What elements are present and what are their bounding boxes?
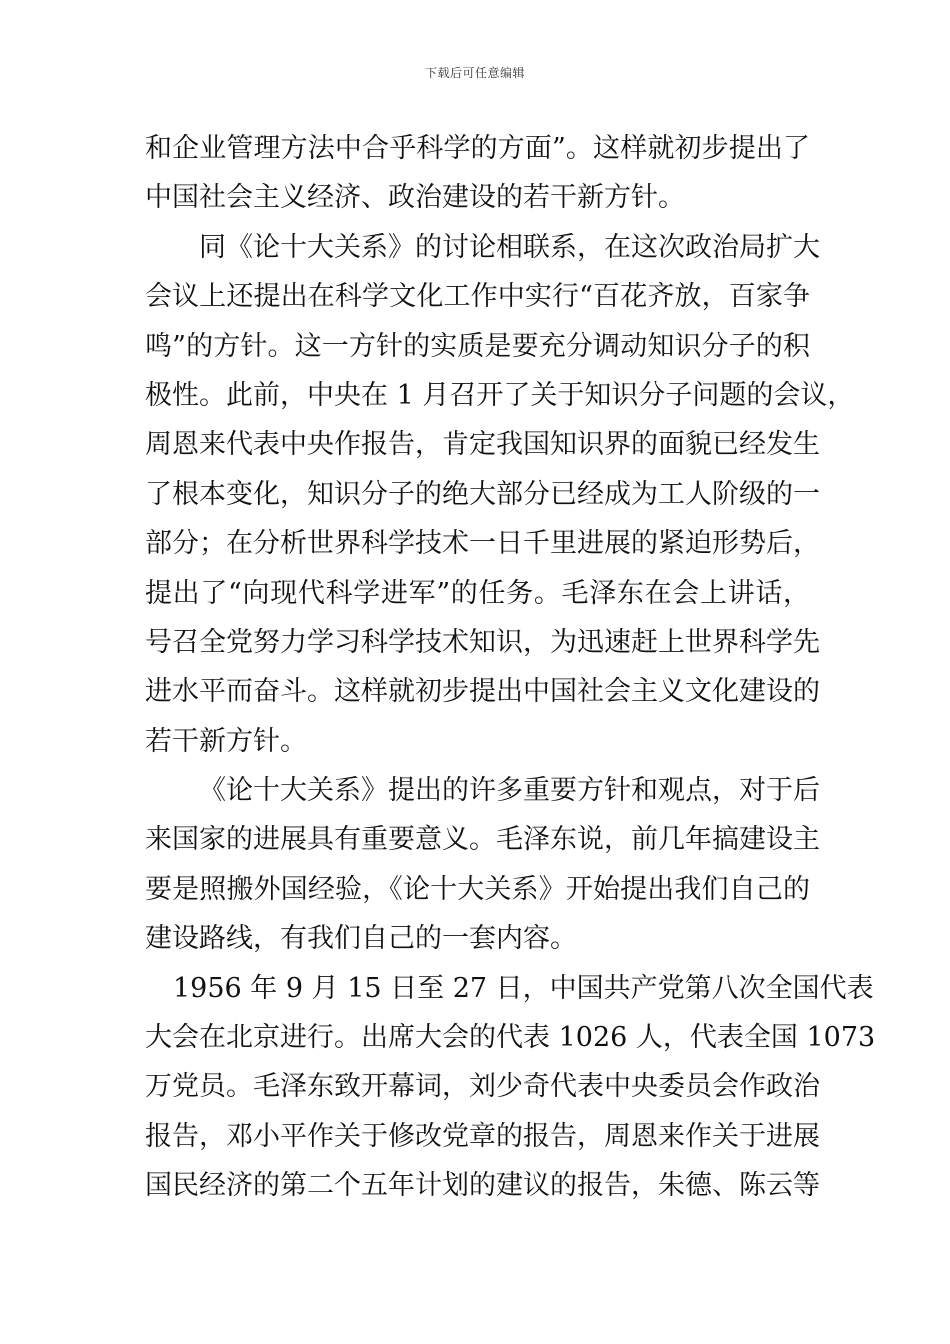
page-header: 下载后可任意编辑 — [424, 66, 525, 80]
text-line: 大会在北京进行。出席大会的代表 1026 人，代表全国 1073 — [145, 1022, 876, 1054]
text-line: 提出了“向现代科学进军”的任务。毛泽东在会上讲话， — [145, 577, 810, 609]
text-line: 了根本变化，知识分子的绝大部分已经成为工人阶级的一 — [145, 478, 820, 510]
paragraph-4 — [145, 964, 876, 1211]
text-line: 号召全党努力学习科学技术知识，为迅速赶上世界科学先 — [145, 626, 820, 658]
text-line: 报告，邓小平作关于修改党章的报告，周恩来作关于进展 — [145, 1120, 820, 1152]
text-line: 极性。此前，中央在 1 月召开了关于知识分子问题的会议， — [145, 379, 855, 411]
text-line: 中国社会主义经济、政治建设的若干新方针。 — [145, 182, 685, 214]
text-line: 《论十大关系》提出的许多重要方针和观点，对于后 — [199, 775, 820, 807]
document-body — [145, 124, 876, 1211]
text-line: 会议上还提出在科学文化工作中实行“百花齐放，百家争 — [145, 281, 810, 313]
text-line: 鸣”的方针。这一方针的实质是要充分调动知识分子的积 — [145, 330, 810, 362]
text-line: 同《论十大关系》的讨论相联系，在这次政治局扩大 — [199, 231, 820, 263]
text-line: 和企业管理方法中合乎科学的方面”。这样就初步提出了 — [145, 133, 810, 164]
text-line: 若干新方针。 — [145, 725, 307, 757]
paragraph-1 — [145, 124, 810, 223]
paragraph-2 — [145, 223, 855, 766]
text-line: 部分；在分析世界科学技术一日千里进展的紧迫形势后， — [145, 528, 820, 560]
paragraph-3 — [145, 766, 820, 964]
text-line: 建设路线，有我们自己的一套内容。 — [145, 923, 577, 955]
text-line: 周恩来代表中央作报告，肯定我国知识界的面貌已经发生 — [145, 429, 820, 461]
text-line: 要是照搬外国经验，《论十大关系》开始提出我们自己的 — [145, 873, 810, 905]
text-line: 国民经济的第二个五年计划的建议的报告，朱德、陈云等 — [145, 1170, 820, 1202]
text-line: 来国家的进展具有重要意义。毛泽东说，前几年搞建设主 — [145, 824, 820, 856]
text-line: 万党员。毛泽东致开幕词，刘少奇代表中央委员会作政治 — [145, 1071, 820, 1103]
text-line: 1956 年 9 月 15 日至 27 日，中国共产党第八次全国代表 — [173, 972, 874, 1004]
text-line: 进水平而奋斗。这样就初步提出中国社会主义文化建设的 — [145, 676, 820, 708]
